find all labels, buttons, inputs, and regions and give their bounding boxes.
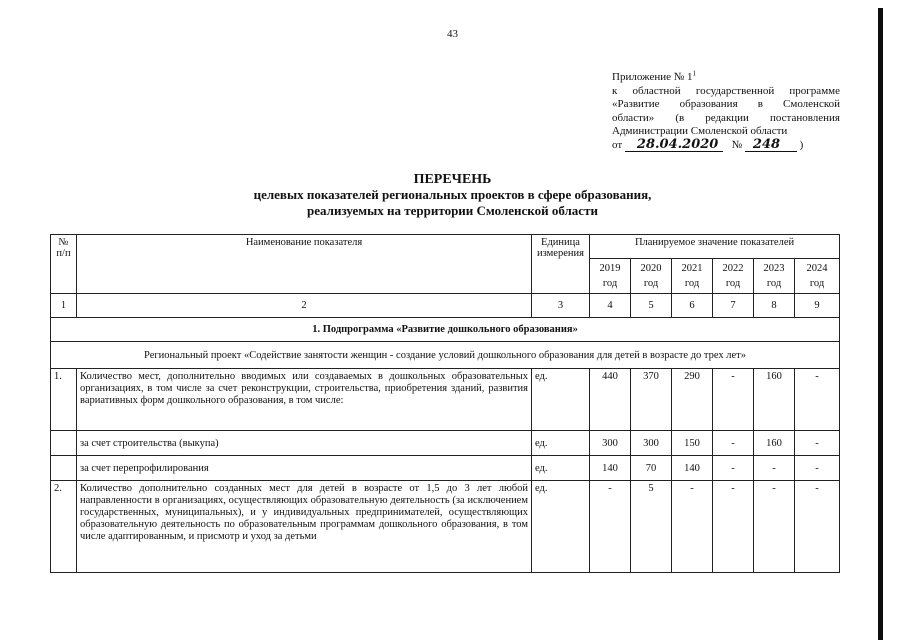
row-value: - [795, 369, 840, 431]
header-year-2021: 2021 год [672, 259, 713, 294]
row-unit: ед. [532, 431, 590, 456]
table-row [51, 431, 840, 456]
row-value: 300 [631, 431, 672, 456]
row-value: 300 [590, 431, 631, 456]
appendix-line-3: области» (в редакции постановления [612, 111, 840, 124]
appendix-line-4: Администрации Смоленской области [612, 125, 788, 137]
row-unit: ед. [532, 456, 590, 481]
row-value: 440 [590, 369, 631, 431]
heading-subtitle-2: реализуемых на территории Смоленской области [307, 203, 598, 218]
row-unit: ед. [532, 481, 590, 573]
appendix-line-2: «Развитие образования в Смоленской [612, 98, 840, 110]
row-value: 70 [631, 456, 672, 481]
index-cell: 2 [77, 294, 532, 318]
handwritten-date: 28.04.2020 [625, 139, 723, 152]
row-value: 290 [672, 369, 713, 431]
header-unit: Единица измерения [532, 235, 590, 294]
row-num: 1. [51, 369, 77, 431]
header-year-2022: 2022 год [713, 259, 754, 294]
appendix-title [612, 71, 840, 85]
appendix-title-sup: 1 [692, 69, 697, 78]
header-num: № п/п [51, 235, 77, 294]
header-year-2020: 2020 год [631, 259, 672, 294]
index-row [51, 294, 840, 318]
row-value: - [795, 456, 840, 481]
row-value: - [713, 481, 754, 573]
header-planned: Планируемое значение показателей [590, 235, 840, 259]
row-name: за счет строительства (выкупа) [77, 431, 532, 456]
row-value: - [754, 481, 795, 573]
row-name: за счет перепрофилирования [77, 456, 532, 481]
date-prefix: от [612, 138, 623, 151]
subprogram-row [51, 318, 840, 342]
table-row [51, 456, 840, 481]
index-cell: 7 [713, 294, 754, 318]
header-name: Наименование показателя [77, 235, 532, 294]
row-value: - [590, 481, 631, 573]
project-row [51, 342, 840, 369]
index-cell: 8 [754, 294, 795, 318]
index-cell: 6 [672, 294, 713, 318]
index-cell: 9 [795, 294, 840, 318]
page-number: 43 [447, 28, 458, 40]
row-num: 2. [51, 481, 77, 573]
row-value: - [795, 481, 840, 573]
row-unit: ед. [532, 369, 590, 431]
index-cell: 4 [590, 294, 631, 318]
appendix-date-row [612, 136, 840, 153]
row-value: - [713, 456, 754, 481]
row-value: 140 [590, 456, 631, 481]
row-num [51, 431, 77, 456]
table-header-row [51, 235, 840, 259]
number-prefix: № [731, 138, 743, 151]
header-year-2019: 2019 год [590, 259, 631, 294]
heading-subtitle-1: целевых показателей региональных проектов в сфере образования, [253, 187, 652, 202]
row-num [51, 456, 77, 481]
row-value: - [713, 431, 754, 456]
appendix-block [612, 71, 840, 152]
indicators-table [50, 234, 840, 573]
header-year-2024: 2024 год [795, 259, 840, 294]
subprogram-title: 1. Подпрограмма «Развитие дошкольного образования» [51, 318, 840, 342]
heading-title: ПЕРЕЧЕНЬ [413, 172, 492, 187]
index-cell: 1 [51, 294, 77, 318]
row-value: 150 [672, 431, 713, 456]
header-year-2023: 2023 год [754, 259, 795, 294]
row-value: - [672, 481, 713, 573]
row-value: 160 [754, 369, 795, 431]
row-value: - [713, 369, 754, 431]
close-paren: ) [799, 138, 804, 151]
row-value: 140 [672, 456, 713, 481]
index-cell: 5 [631, 294, 672, 318]
row-name: Количество мест, дополнительно вводимых или создаваемых в дошкольных образовательных организациях, в том числе за счет реконструкции, строительства, приобретения зданий, развития вариативных форм дошкольного образования, в том числе: [77, 369, 532, 431]
row-value: 5 [631, 481, 672, 573]
row-value: 160 [754, 431, 795, 456]
row-name: Количество дополнительно созданных мест для детей в возрасте от 1,5 до 3 лет любой направленности в организациях, осуществляющих образовательную деятельность (за исключением государственных, муниципальных), и у индивидуальных предпринимателей, осуществляющих образовательную деятельность по образовательным программам дошкольного образования, в том числе адаптированным, и присмотр и уход за детьми [77, 481, 532, 573]
project-title: Региональный проект «Содействие занятости женщин - создание условий дошкольного образования для детей в возрасте до трех лет» [51, 342, 840, 369]
appendix-title-text: Приложение № 1 [612, 71, 693, 83]
table-row [51, 369, 840, 431]
appendix-line-1: к областной государственной программе [612, 84, 840, 97]
row-value: - [754, 456, 795, 481]
index-cell: 3 [532, 294, 590, 318]
row-value: 370 [631, 369, 672, 431]
scan-edge-shadow [878, 8, 883, 640]
table-row [51, 481, 840, 573]
handwritten-number: 248 [745, 139, 797, 152]
row-value: - [795, 431, 840, 456]
